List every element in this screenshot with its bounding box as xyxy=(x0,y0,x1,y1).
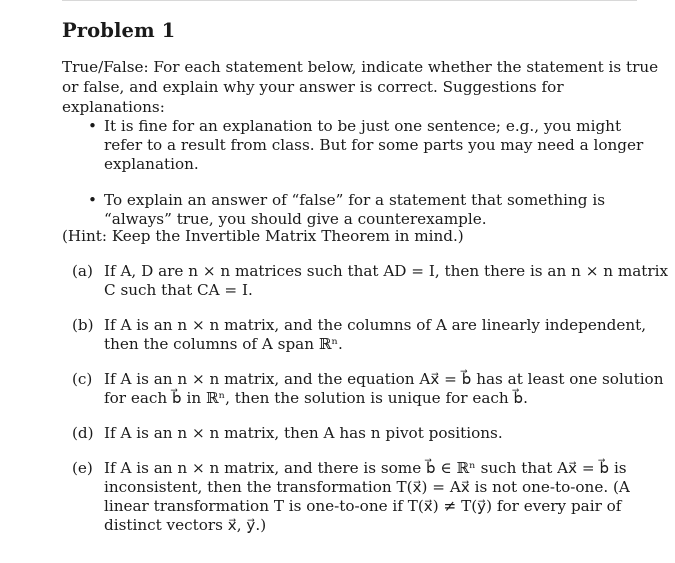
statement-text: If A, D are n × n matrices such that AD = I, then there is an n × n matrix C such that CA = I. xyxy=(104,262,669,299)
problem-title: Problem 1 xyxy=(62,19,176,42)
statement-label: (e) xyxy=(72,459,93,477)
top-divider xyxy=(62,0,637,1)
statement-list xyxy=(72,262,672,551)
statement-e xyxy=(72,459,672,535)
statement-c xyxy=(72,370,672,408)
hint-text: (Hint: Keep the Invertible Matrix Theorem in mind.) xyxy=(62,227,464,245)
statement-text: If A is an n × n matrix, and the columns of A are linearly independent, then the columns of A span ℝⁿ. xyxy=(104,316,647,353)
statement-text: If A is an n × n matrix, then A has n pivot positions. xyxy=(104,424,503,442)
suggestion-text: To explain an answer of “false” for a statement that something is “always” true, you should give a counterexample. xyxy=(104,191,606,228)
suggestion-item xyxy=(88,191,663,229)
statement-text: If A is an n × n matrix, and there is some b⃗ ∈ ℝⁿ such that Ax⃗ = b⃗ is inconsistent, then the transformation T(x⃗) = Ax⃗ is not one-to-one. (A linear transformation T is one-to-one if T(x⃗) ≠ T(y⃗) for every pair of distinct vectors x⃗, y⃗.) xyxy=(104,459,630,534)
statement-a xyxy=(72,262,672,300)
statement-label: (a) xyxy=(72,262,93,280)
statement-d xyxy=(72,424,672,443)
bullet-icon: • xyxy=(88,117,97,135)
suggestion-text: It is fine for an explanation to be just one sentence; e.g., you might refer to a result from class. But for some parts you may need a longer explanation. xyxy=(104,117,644,173)
statement-b xyxy=(72,316,672,354)
statement-text: If A is an n × n matrix, and the equation Ax⃗ = b⃗ has at least one solution for each b⃗ in ℝⁿ, then the solution is unique for each b⃗. xyxy=(104,370,664,407)
suggestion-item xyxy=(88,117,663,174)
bullet-icon: • xyxy=(88,191,97,209)
statement-label: (d) xyxy=(72,424,94,442)
statement-label: (c) xyxy=(72,370,93,388)
instructions-paragraph: True/False: For each statement below, indicate whether the statement is true or false, and explain why your answer is correct. Suggestions for explanations: xyxy=(62,58,659,116)
statement-label: (b) xyxy=(72,316,94,334)
